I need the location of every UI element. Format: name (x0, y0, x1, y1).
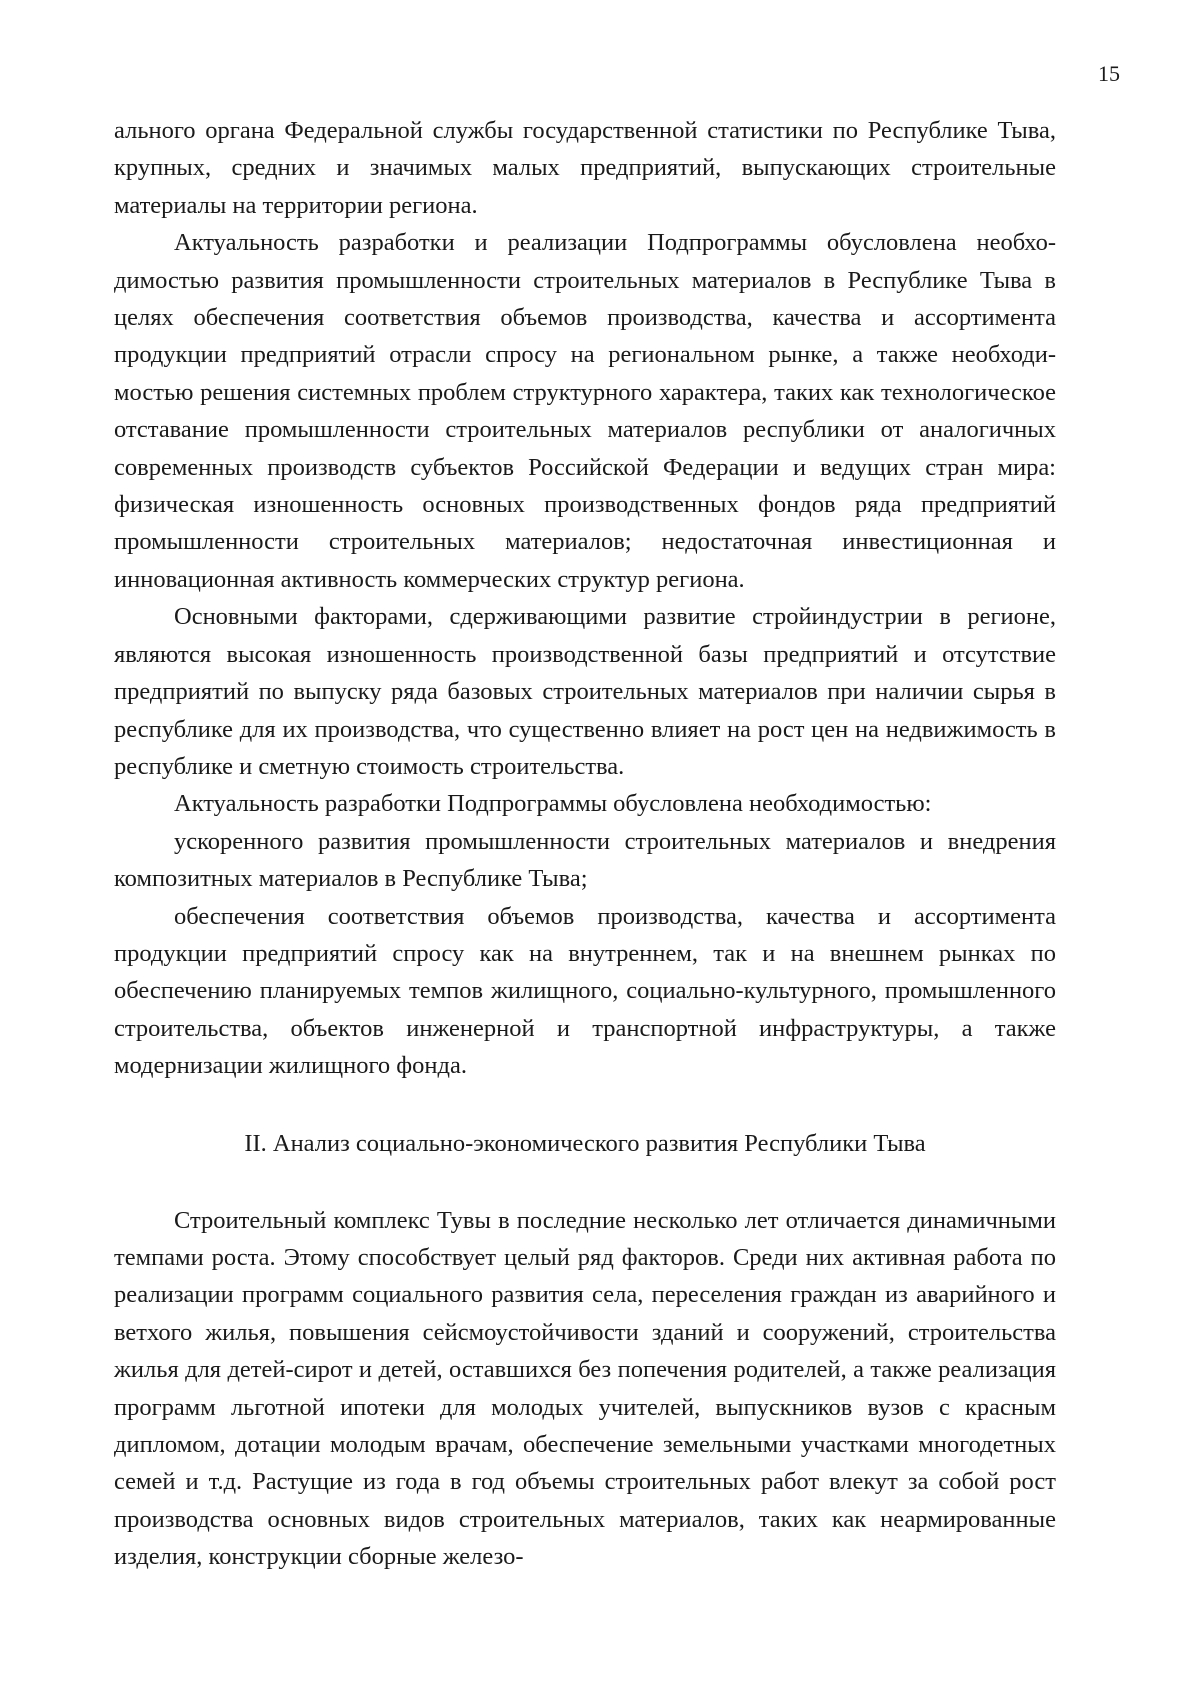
paragraph-necessity-intro: Актуальность разработки Подпрограммы обусловлена необходимостью: (174, 790, 932, 818)
paragraph-relevance: Актуальность разработки и реализации Подпрограммы обусловлена необходимостью развития промышленности строительных материалов в Республике Тыва в целях обеспечения соответствия объемов производства, качества и ассортимента продукции предприятий отрасли спросу на региональном рынке, а также необходимостью решения системных проблем структурного характера, таких как технологическое отставание промышленности строительных материалов республики от аналогичных современных производств субъектов Российской Федерации и ведущих стран мира: физическая изношенность основных производственных фондов ряда предприятий промышленности строительных материалов; недостаточная инвестиционная и инновационная активность коммерческих структур региона. (114, 229, 1056, 593)
paragraph-construction-complex: Строительный комплекс Тувы в последние несколько лет отличается динамичными темпами роста. Этому способствует целый ряд факторов. Среди них активная работа по реализации программ социального развития села, переселения граждан из аварийного и ветхого жилья, повышения сейсмоустойчивости зданий и сооружений, строительства жилья для детей-сирот и детей, оставшихся без попечения родителей, а также реализация программ льготной ипотеки для молодых учителей, выпускников вузов с красным дипломом, дотации молодым врачам, обеспечение земельными участками многодетных семей и т.д. Растущие из года в год объемы строительных работ влекут за собой рост производства основных видов строительных материалов, таких как неармированные изделия, конструкции сборные железо- (114, 1206, 1056, 1571)
page-number: 15 (1098, 61, 1120, 86)
paragraph-necessity-item-1: ускоренного развития промышленности строительных материалов и внедрения композитных материалов в Республике Тыва; (114, 827, 1056, 893)
document-body (114, 112, 1056, 1576)
paragraph-continuation: ального органа Федеральной службы государственной статистики по Республике Тыва, крупных, средних и значимых малых предприятий, выпускающих строительные материалы на территории региона. (114, 117, 1056, 219)
paragraph-necessity-item-2: обеспечения соответствия объемов производства, качества и ассортимента продукции предприятий спросу как на внутреннем, так и на внешнем рынках по обеспечению планируемых темпов жилищного, социально-культурного, промышленного строительства, объектов инженерной и транспортной инфраструктуры, а также модернизации жилищного фонда. (114, 902, 1056, 1080)
paragraph-factors: Основными факторами, сдерживающими развитие стройиндустрии в регионе, являются высокая изношенность производственной базы предприятий и отсутствие предприятий по выпуску ряда базовых строительных материалов при наличии сырья в республике для их производства, что существенно влияет на рост цен на недвижимость в республике и сметную стоимость строительства. (114, 603, 1056, 780)
section-heading: II. Анализ социально-экономического развития Республики Тыва (244, 1129, 926, 1157)
